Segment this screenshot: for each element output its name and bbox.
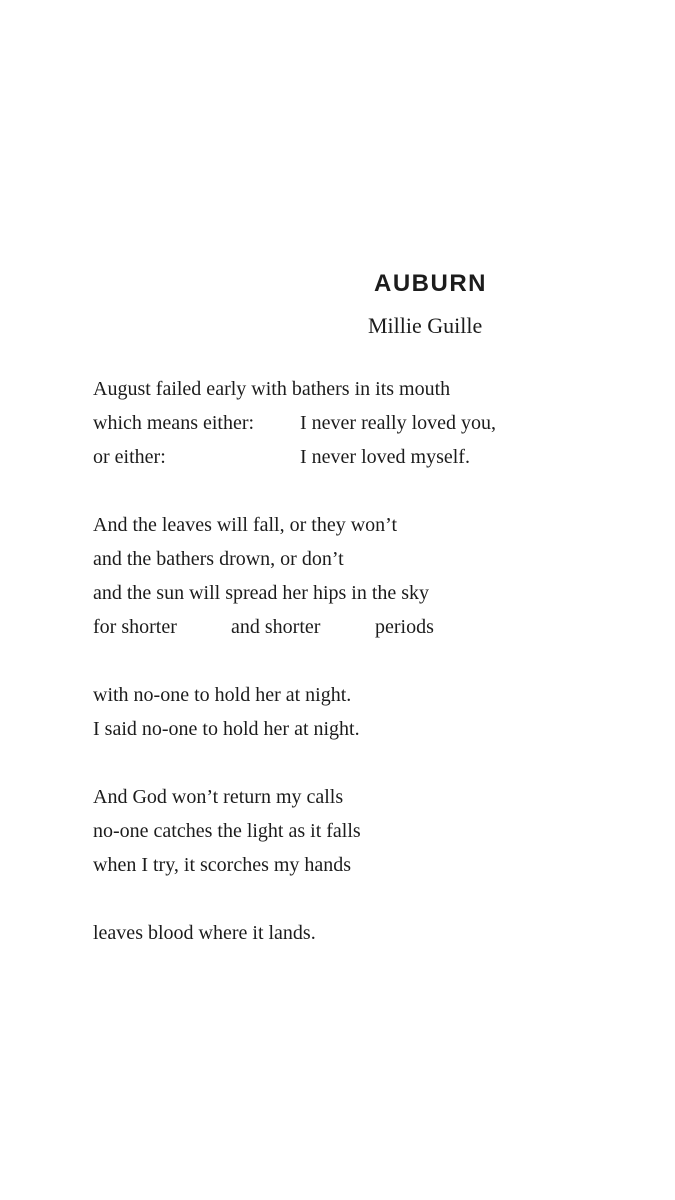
poem-line-text: and shorter <box>231 616 321 638</box>
poem-line-text: I never really loved you, <box>300 412 497 434</box>
poem-line-text: And the leaves will fall, or they won’t <box>93 514 398 536</box>
poem-line-text: when I try, it scorches my hands <box>93 854 352 876</box>
poem-line-text: which means either: <box>93 412 255 434</box>
poem-line <box>93 508 653 542</box>
poem-line-text: no-one catches the light as it falls <box>93 820 361 842</box>
poem-line-text: with no-one to hold her at night. <box>93 684 352 706</box>
poem-line <box>93 780 653 814</box>
poem-line <box>93 372 653 406</box>
poem-line <box>93 848 653 882</box>
poem-line <box>93 712 653 746</box>
poem-line-text: periods <box>375 616 434 638</box>
stanza-break <box>93 644 653 678</box>
poem-line-text: leaves blood where it lands. <box>93 922 316 944</box>
poem-line <box>93 916 653 950</box>
poem-body <box>93 372 653 950</box>
stanza-break <box>93 882 653 916</box>
poem-line <box>93 576 653 610</box>
poem-author: Millie Guille <box>368 313 483 338</box>
poem-line <box>93 542 653 576</box>
stanza-break <box>93 474 653 508</box>
poem-line-text: or either: <box>93 446 166 468</box>
poem-line <box>93 440 653 474</box>
poem-line-text: and the sun will spread her hips in the sky <box>93 582 430 604</box>
poem-line-text: And God won’t return my calls <box>93 786 344 808</box>
poem-line-text: and the bathers drown, or don’t <box>93 548 344 570</box>
poem-line <box>93 610 653 644</box>
poem-title: AUBURN <box>374 270 487 297</box>
poem-line-text: I said no-one to hold her at night. <box>93 718 360 740</box>
poem-line-text: I never loved myself. <box>300 446 470 468</box>
poem-line-text: August failed early with bathers in its mouth <box>93 378 451 400</box>
poem-line <box>93 814 653 848</box>
stanza-break <box>93 746 653 780</box>
poem-line <box>93 678 653 712</box>
poem-line <box>93 406 653 440</box>
poem-line-text: for shorter <box>93 616 177 638</box>
